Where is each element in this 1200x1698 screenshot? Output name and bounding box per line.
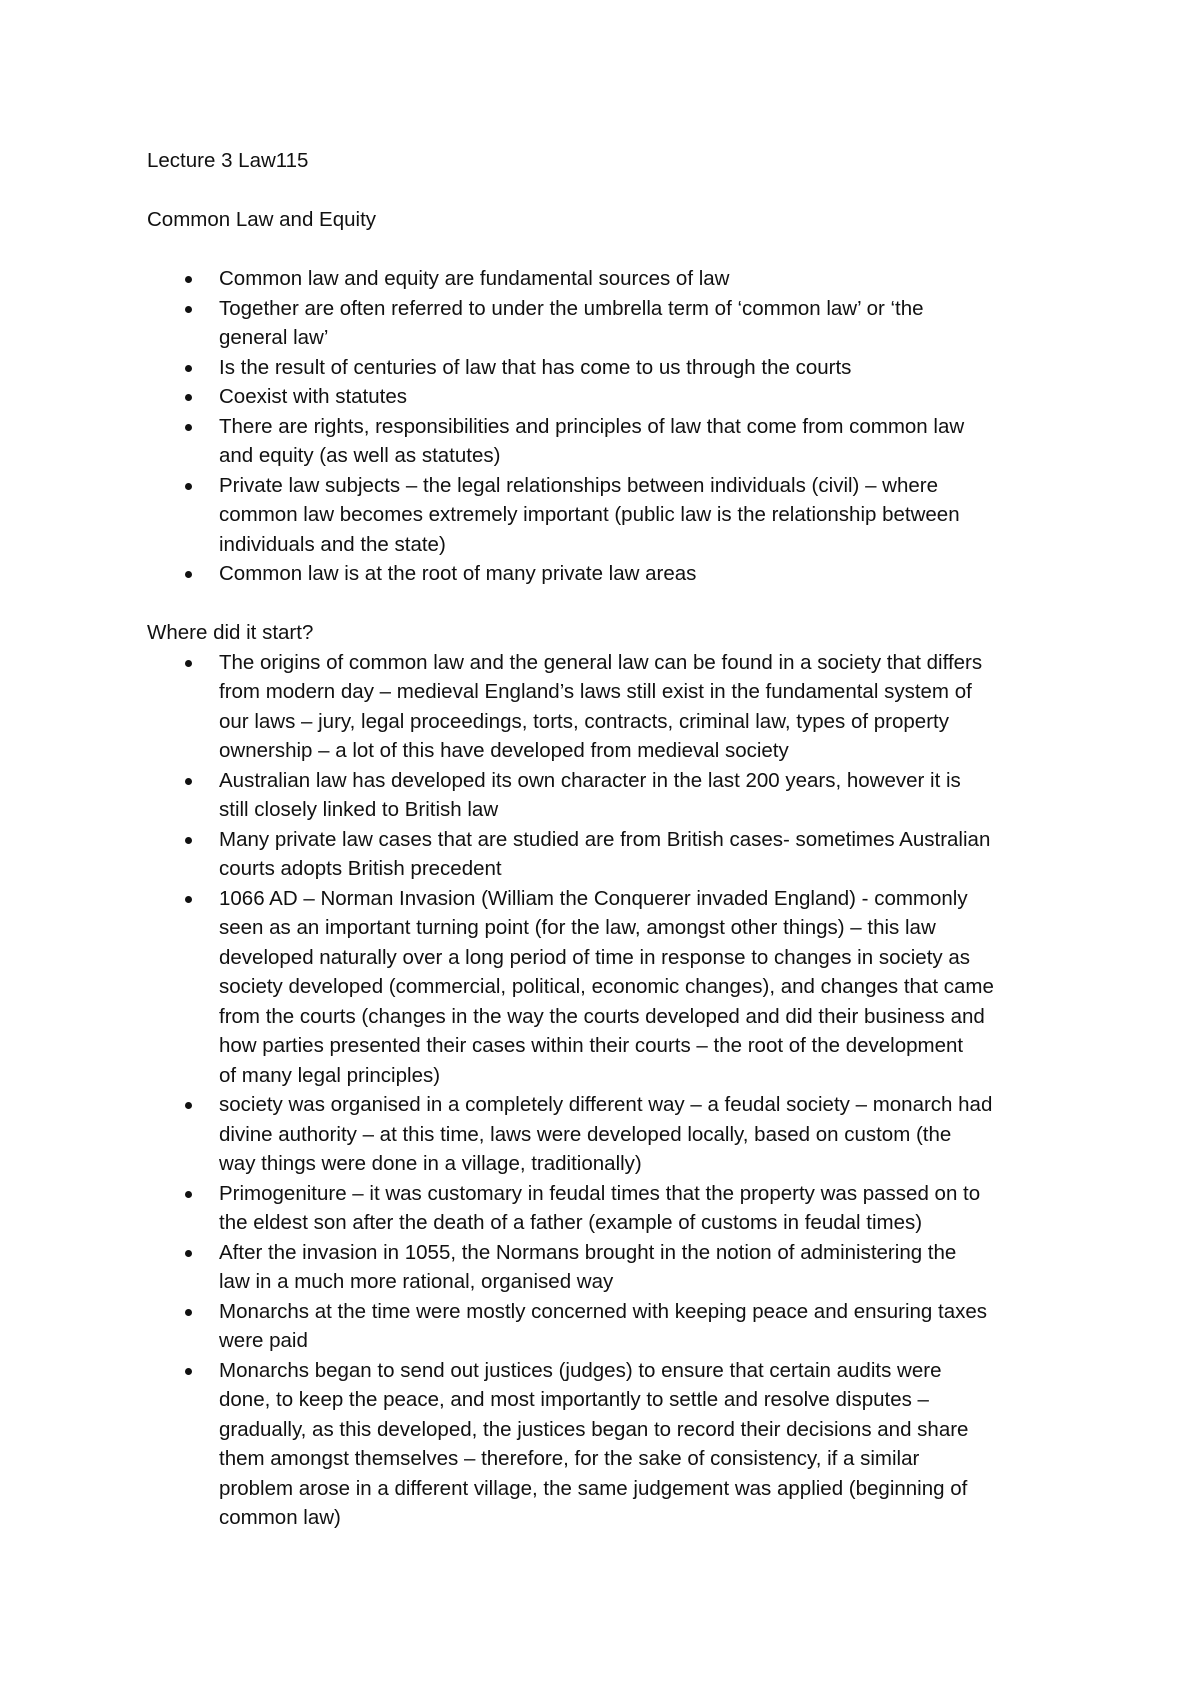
bullet-icon <box>185 1309 192 1316</box>
list-item <box>147 1179 1067 1238</box>
bullet-icon <box>185 896 192 903</box>
list-item-text: Is the result of centuries of law that has come to us through the courts <box>219 355 852 379</box>
bullet-list-common-law <box>147 264 1067 589</box>
bullet-list-origins <box>147 648 1067 1533</box>
spacer <box>147 589 1067 619</box>
list-item-text: society was organised in a completely different way – a feudal society – monarch had divine authority – at this time, laws were developed locally, based on custom (the way things were done in a village, traditionally) <box>219 1093 993 1175</box>
list-item <box>147 1297 1067 1356</box>
list-item-text: 1066 AD – Norman Invasion (William the Conquerer invaded England) - commonly seen as an important turning point (for the law, amongst other things) – this law developed naturally over a long period of time in response to changes in society as society developed (commercial, political, economic changes), and changes that came from the courts (changes in the way the courts developed and did their business and how parties presented their cases within their courts – the root of the development of many legal principles) <box>219 886 994 1087</box>
list-item <box>147 884 1067 1091</box>
bullet-icon <box>185 1102 192 1109</box>
bullet-icon <box>185 837 192 844</box>
list-item <box>147 559 1067 589</box>
list-item-text: Monarchs at the time were mostly concerned with keeping peace and ensuring taxes were paid <box>219 1299 988 1352</box>
document-title: Lecture 3 Law115 <box>147 149 309 172</box>
list-item-text: Private law subjects – the legal relationships between individuals (civil) – where common law becomes extremely important (public law is the relationship between individuals and the state) <box>219 473 960 556</box>
list-item <box>147 648 1067 766</box>
list-item-text: The origins of common law and the general law can be found in a society that differs from modern day – medieval England’s laws still exist in the fundamental system of our laws – jury, legal proceedings, torts, contracts, criminal law, types of property ownership – a lot of this have developed from medieval society <box>219 650 983 762</box>
list-item <box>147 294 1067 353</box>
spacer <box>147 176 1067 206</box>
bullet-icon <box>185 1191 192 1198</box>
list-item <box>147 353 1067 383</box>
list-item <box>147 382 1067 412</box>
list-item-text: Australian law has developed its own character in the last 200 years, however it is still closely linked to British law <box>219 768 961 821</box>
list-item <box>147 1356 1067 1533</box>
list-item-text: There are rights, responsibilities and principles of law that come from common law and equity (as well as statutes) <box>219 414 965 467</box>
list-item-text: Together are often referred to under the umbrella term of ‘common law’ or ‘the general law’ <box>219 296 924 349</box>
bullet-icon <box>185 571 192 578</box>
bullet-icon <box>185 1368 192 1375</box>
list-item <box>147 412 1067 471</box>
section-heading-where-did-it-start: Where did it start? <box>147 621 314 644</box>
section-heading-common-law-and-equity: Common Law and Equity <box>147 208 377 231</box>
list-item <box>147 825 1067 884</box>
list-item-text: Common law is at the root of many private law areas <box>219 562 697 585</box>
list-item <box>147 264 1067 294</box>
list-item <box>147 1090 1067 1179</box>
list-item <box>147 471 1067 560</box>
bullet-icon <box>185 1250 192 1257</box>
spacer <box>147 235 1067 265</box>
bullet-icon <box>185 424 192 431</box>
bullet-icon <box>185 306 192 313</box>
list-item-text: After the invasion in 1055, the Normans brought in the notion of administering the law in a much more rational, organised way <box>219 1240 957 1293</box>
document-page <box>147 146 1067 1533</box>
bullet-icon <box>185 483 192 490</box>
bullet-icon <box>185 394 192 401</box>
bullet-icon <box>185 276 192 283</box>
list-item <box>147 766 1067 825</box>
bullet-icon <box>185 660 192 667</box>
list-item-text: Monarchs began to send out justices (judges) to ensure that certain audits were done, to keep the peace, and most importantly to settle and resolve disputes – gradually, as this developed, the justices began to record their decisions and share them amongst themselves – therefore, for the sake of consistency, if a similar problem arose in a different village, the same judgement was applied (beginning of common law) <box>219 1358 969 1529</box>
bullet-icon <box>185 365 192 372</box>
bullet-icon <box>185 778 192 785</box>
list-item-text: Many private law cases that are studied are from British cases- sometimes Australian courts adopts British precedent <box>219 827 991 880</box>
list-item <box>147 1238 1067 1297</box>
list-item-text: Common law and equity are fundamental sources of law <box>219 267 730 290</box>
list-item-text: Coexist with statutes <box>219 385 407 408</box>
list-item-text: Primogeniture – it was customary in feudal times that the property was passed on to the eldest son after the death of a father (example of customs in feudal times) <box>219 1181 981 1234</box>
